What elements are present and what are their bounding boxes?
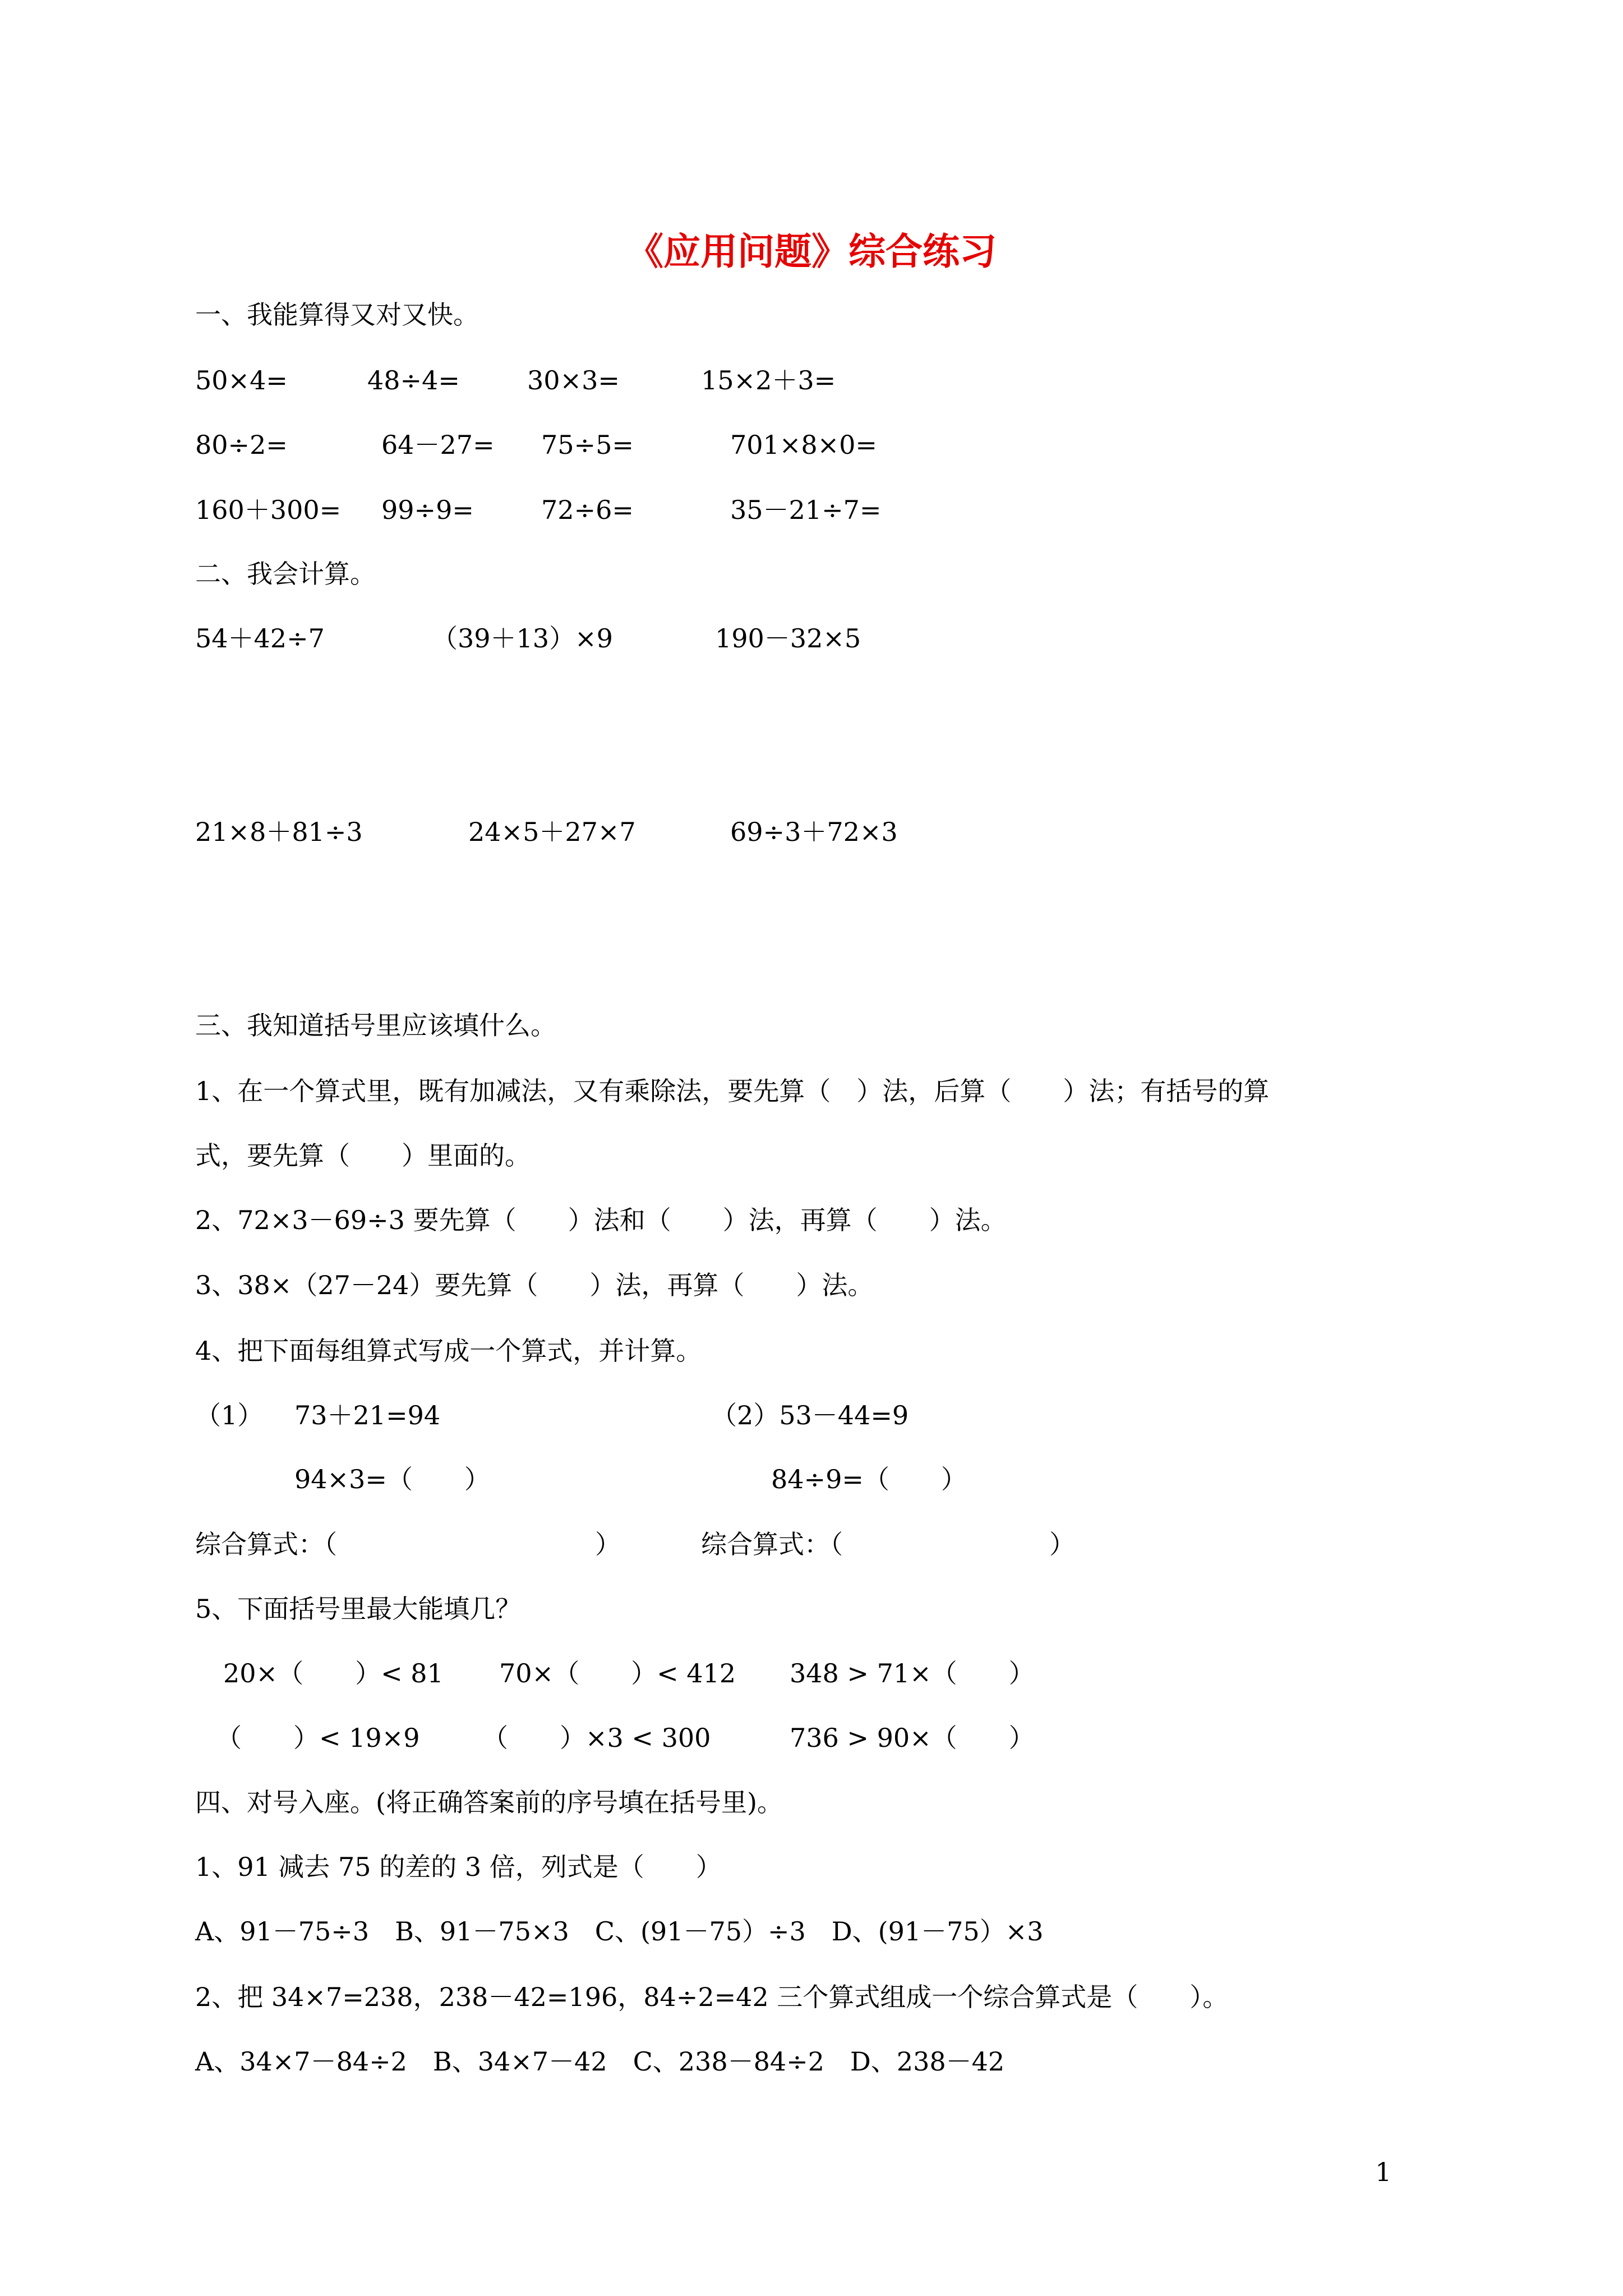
s3-q5-r1-c3: 348 > 71×（ ）	[790, 1658, 1035, 1688]
s3-q4-combined-1: 综合算式：（ ）	[195, 1529, 621, 1559]
section3-heading: 三、我知道括号里应该填什么。	[195, 1010, 556, 1041]
s3-q4-group1-step2: 94×3=（ ）	[294, 1464, 490, 1494]
s1-r2-c3: 75÷5=	[541, 430, 634, 460]
s3-q5: 5、下面括号里最大能填几？	[195, 1594, 522, 1624]
page-number: 1	[1375, 2157, 1392, 2187]
s1-r3-c4: 35－21÷7=	[730, 495, 882, 525]
s3-q3: 3、38×（27－24）要先算（ ）法，再算（ ）法。	[195, 1270, 874, 1300]
s4-q2: 2、把 34×7=238，238－42=196，84÷2=42 三个算式组成一个综合算式是（ ）。	[195, 1982, 1229, 2012]
s3-q5-r2-c1: （ ）< 19×9	[216, 1723, 420, 1753]
s1-r1-c3: 30×3=	[527, 365, 620, 395]
s1-r1-c4: 15×2＋3=	[701, 365, 836, 395]
s3-q4-group1-step1: 73＋21=94	[294, 1400, 441, 1430]
s4-q1: 1、91 减去 75 的差的 3 倍，列式是（ ）	[195, 1852, 722, 1882]
s3-q1-line1: 1、在一个算式里，既有加减法，又有乘除法，要先算（ ）法，后算（ ）法；有括号的算	[195, 1076, 1270, 1106]
section4-heading: 四、对号入座。(将正确答案前的序号填在括号里)。	[195, 1787, 783, 1818]
s2-r1-c3: 190－32×5	[715, 623, 861, 654]
s3-q4: 4、把下面每组算式写成一个算式，并计算。	[195, 1336, 702, 1366]
s3-q5-r1-c1: 20×（ ）< 81	[223, 1658, 444, 1688]
s1-r2-c4: 701×8×0=	[730, 430, 877, 460]
s3-q1-line2: 式，要先算（ ）里面的。	[195, 1140, 531, 1171]
s3-q5-r2-c2: （ ）×3 < 300	[482, 1723, 711, 1753]
s2-r2-c1: 21×8＋81÷3	[195, 817, 363, 847]
s2-r2-c3: 69÷3＋72×3	[730, 817, 898, 847]
s4-q1-options: A、91－75÷3 B、91－75×3 C、(91－75）÷3 D、(91－75）×3	[195, 1916, 1044, 1947]
s1-r2-c1: 80÷2=	[195, 430, 288, 460]
s3-q4-group1-label: （1）	[195, 1400, 264, 1430]
s2-r1-c2: （39＋13）×9	[432, 623, 613, 654]
s4-q2-options: A、34×7－84÷2 B、34×7－42 C、238－84÷2 D、238－42	[195, 2046, 1005, 2077]
s1-r1-c2: 48÷4=	[367, 365, 460, 395]
s1-r1-c1: 50×4=	[195, 365, 288, 395]
s1-r2-c2: 64－27=	[381, 430, 495, 460]
s1-r3-c1: 160＋300=	[195, 495, 342, 525]
s3-q4-group2-step2: 84÷9=（ ）	[771, 1464, 967, 1494]
section2-heading: 二、我会计算。	[195, 559, 376, 589]
s1-r3-c3: 72÷6=	[541, 495, 634, 525]
s3-q4-combined-2: 综合算式：（ ）	[701, 1529, 1075, 1559]
s3-q2: 2、72×3－69÷3 要先算（ ）法和（ ）法，再算（ ）法。	[195, 1205, 1007, 1235]
s3-q5-r1-c2: 70×（ ）< 412	[499, 1658, 736, 1688]
page-title: 《应用问题》综合练习	[626, 229, 997, 273]
section1-heading: 一、我能算得又对又快。	[195, 300, 479, 330]
s2-r1-c1: 54＋42÷7	[195, 623, 325, 654]
s1-r3-c2: 99÷9=	[381, 495, 474, 525]
s2-r2-c2: 24×5＋27×7	[468, 817, 636, 847]
s3-q5-r2-c3: 736 > 90×（ ）	[790, 1723, 1035, 1753]
s3-q4-group2-step1: （2）53－44=9	[711, 1400, 909, 1430]
